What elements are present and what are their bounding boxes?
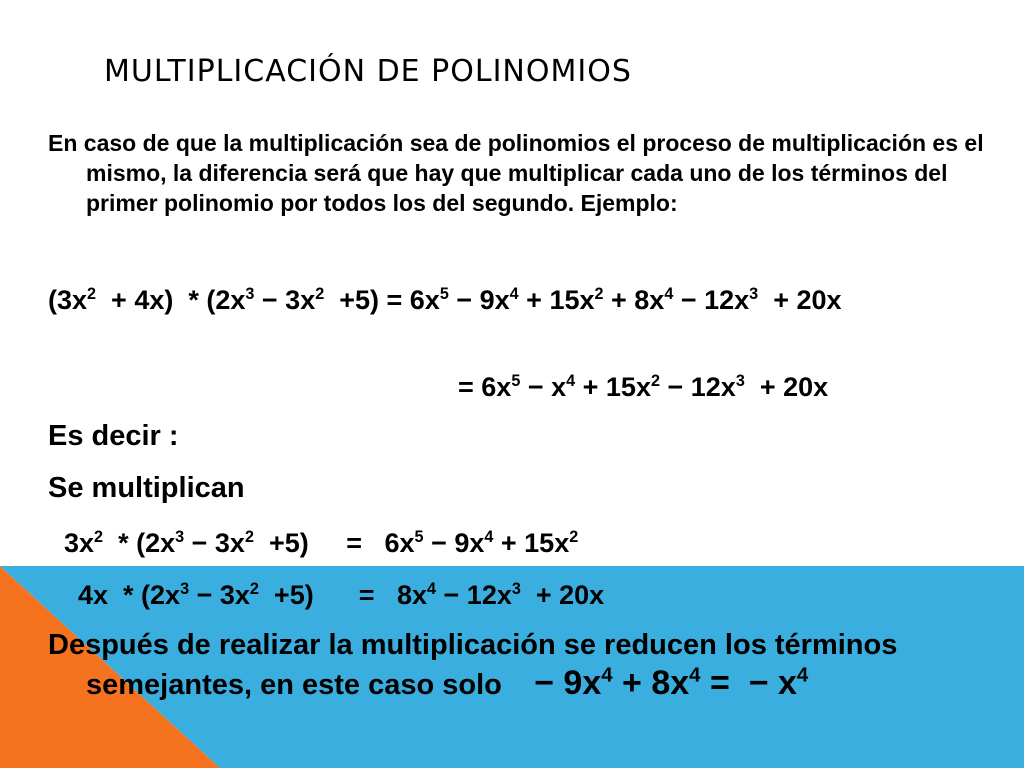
- intro-paragraph: En caso de que la multiplicación sea de polinomios el proceso de multiplicación es el mismo, la diferencia será que hay que multiplicar cada uno de los términos del primer polinomio por todos los del segundo. Ejemplo:: [48, 130, 984, 216]
- conclusion-paragraph: [48, 626, 1024, 704]
- example-equation-line1: [48, 283, 1016, 317]
- page-title: MULTIPLICACIÓN DE POLINOMIOS: [104, 54, 632, 89]
- example-equation-line2: = $6x^5 - x^4 + 15x^2 - 12x^3 + 20x$: [458, 372, 829, 402]
- conclusion-expression: − $9x^4 + 8x^4$ = − $x^4$: [534, 664, 809, 702]
- conclusion-text: Después de realizar la multiplicación se reducen los términos semejantes, en este caso solo: [48, 629, 898, 701]
- equation-text: $(3x^2 + 4x) * (2x^3 - 3x^2 +5) = 6x^5 - 9x^4 + 15x^2 + 8x^4 - 12x^3 + 20x$: [48, 285, 842, 315]
- se-multiplican-heading: Se multiplican: [48, 472, 245, 504]
- step1-equation: $3x^2 * (2x^3 - 3x^2 +5)$ = $6x^5 - 9x^4 + 15x^2$: [64, 528, 579, 558]
- step2-equation: $4x * (2x^3 - 3x^2 +5)$ = $8x^4 - 12x^3 + 20x$: [78, 580, 605, 610]
- es-decir-heading: Es decir :: [48, 420, 179, 452]
